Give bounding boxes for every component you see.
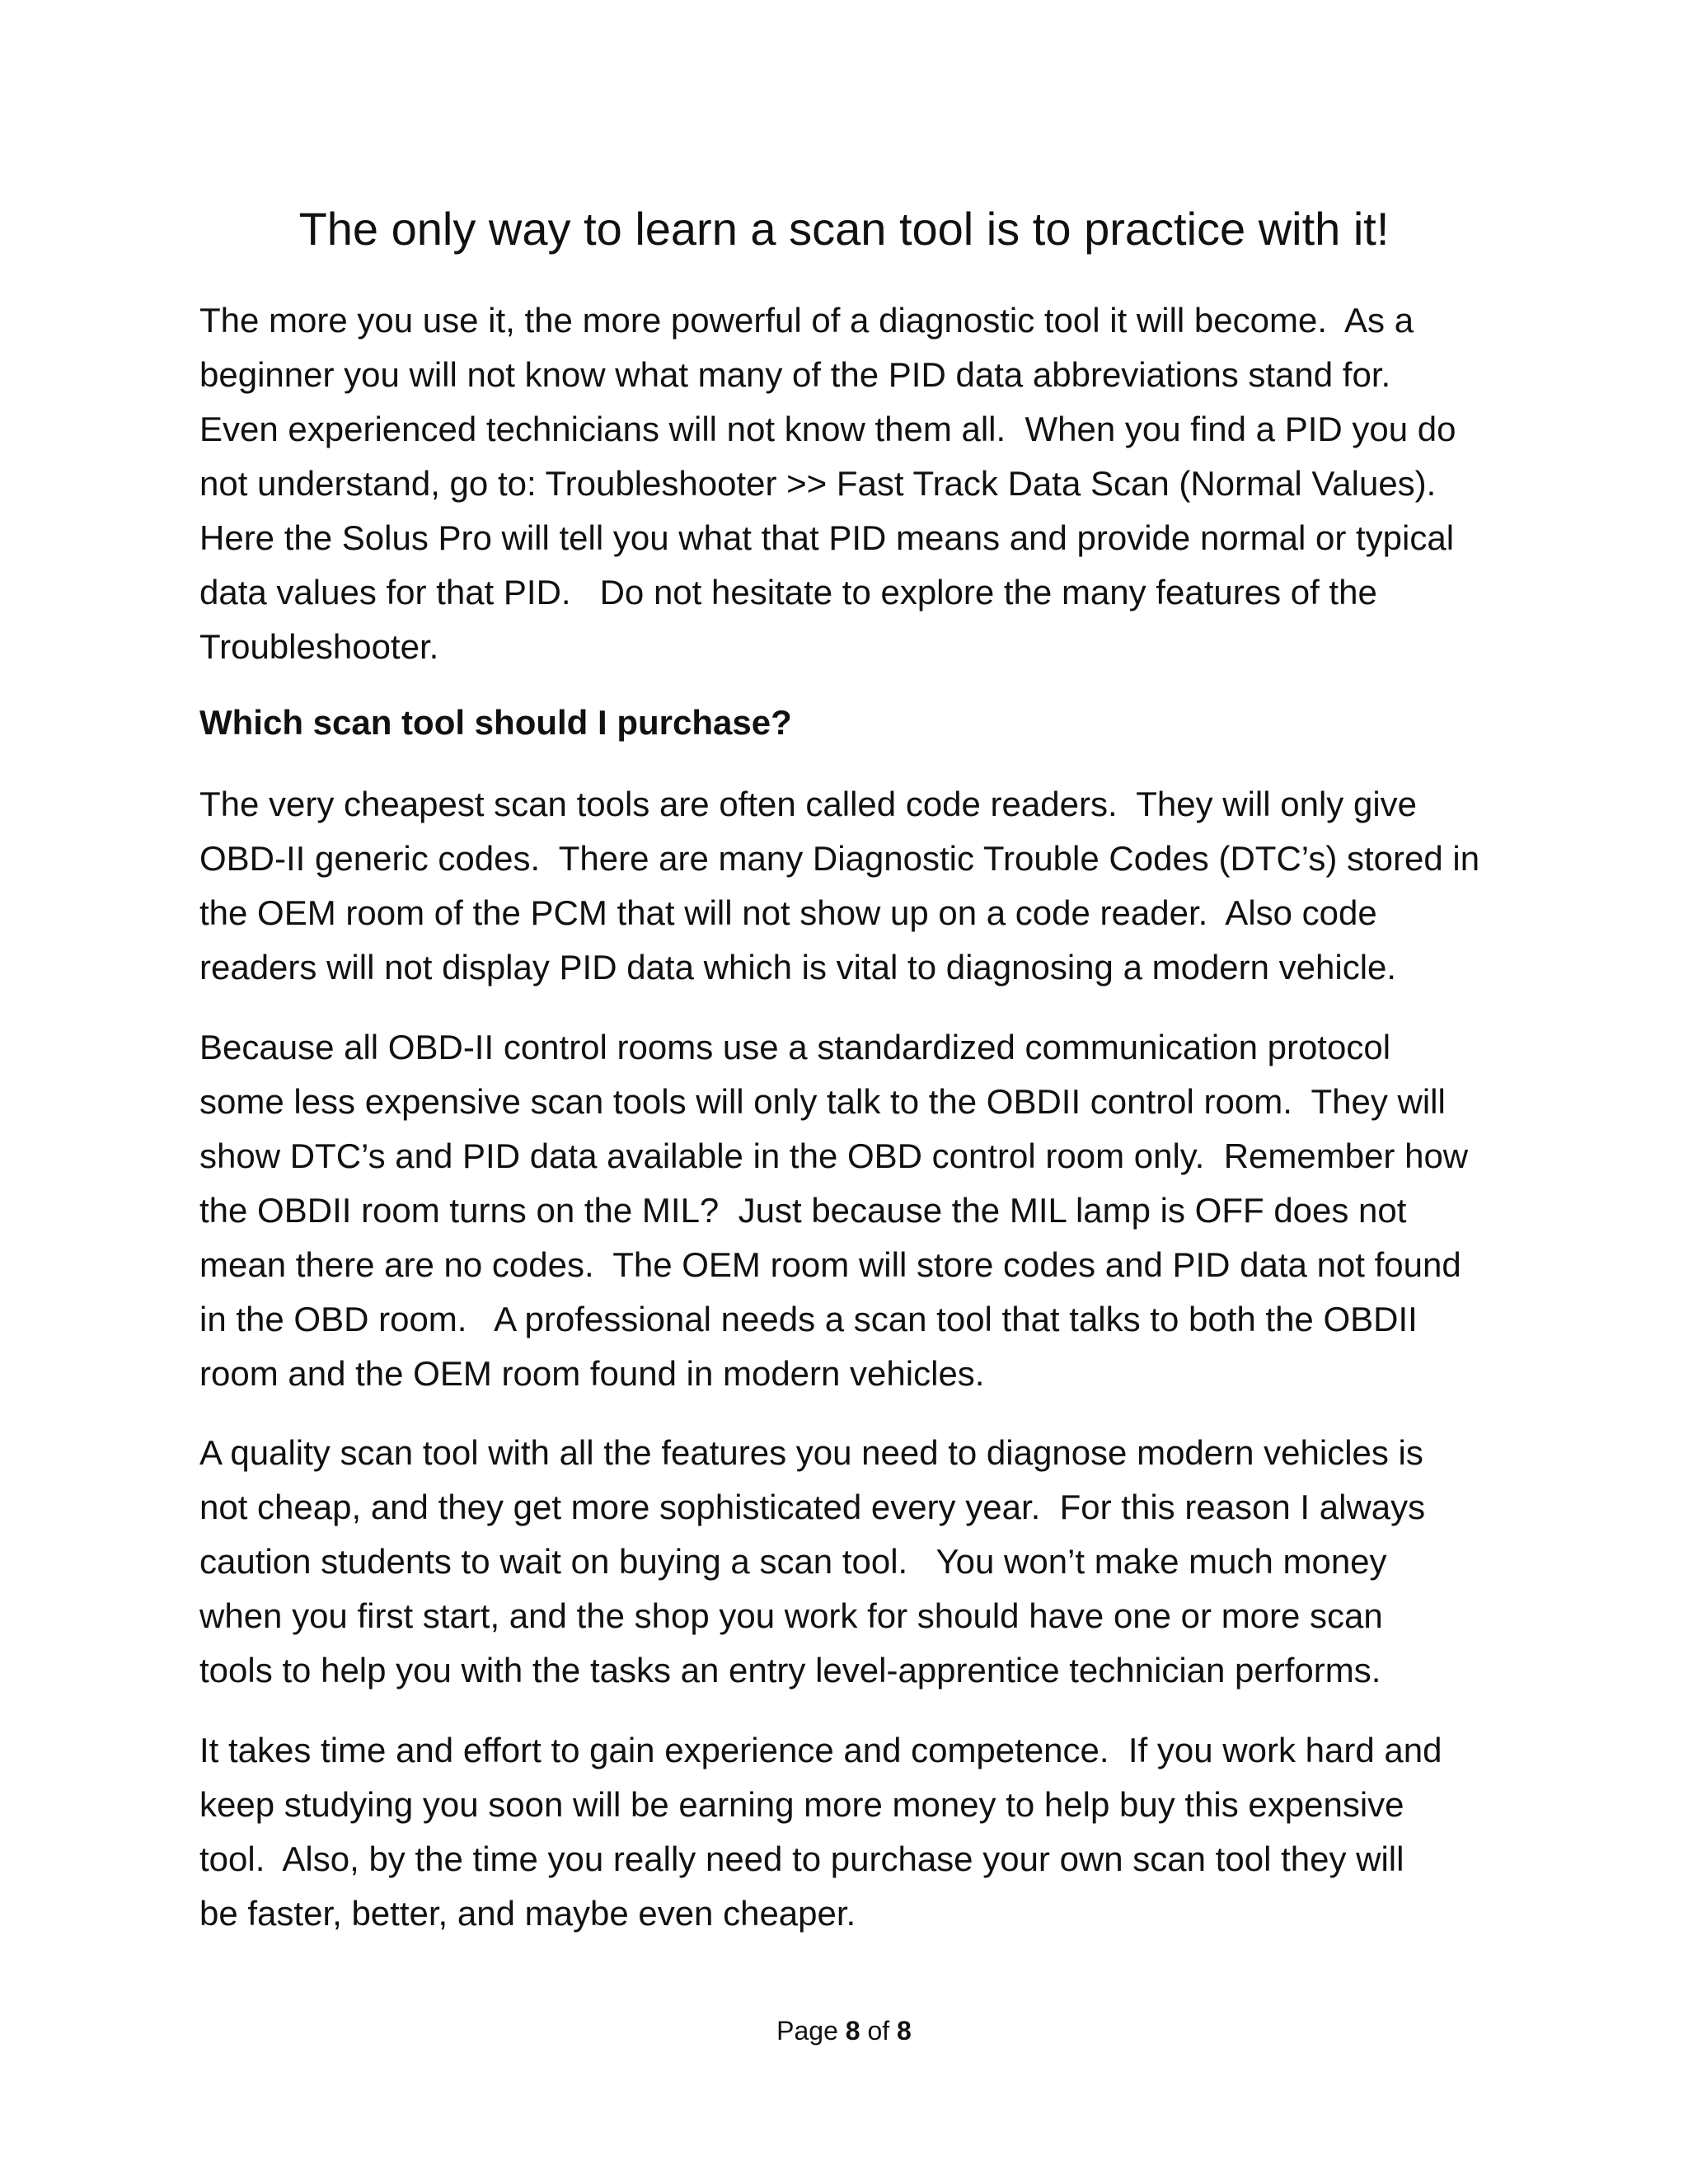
text-line: The more you use it, the more powerful of a diagnostic tool it will become. As a <box>199 301 1414 340</box>
text-line: beginner you will not know what many of the PID data abbreviations stand for. <box>199 355 1391 394</box>
text-line: data values for that PID. Do not hesitate to explore the many features of the <box>199 573 1377 612</box>
text-line: Even experienced technicians will not know them all. When you find a PID you do <box>199 410 1456 448</box>
text-line: A quality scan tool with all the features you need to diagnose modern vehicles is <box>199 1433 1423 1472</box>
text-line: tools to help you with the tasks an entry level-apprentice technician performs. <box>199 1651 1381 1690</box>
section-heading-block <box>199 696 1502 750</box>
text-line: some less expensive scan tools will only talk to the OBDII control room. They will <box>199 1082 1446 1121</box>
text-line: not cheap, and they get more sophisticated every year. For this reason I always <box>199 1488 1426 1526</box>
paragraph-experience <box>199 1723 1502 1941</box>
text-line: the OEM room of the PCM that will not show up on a code reader. Also code <box>199 893 1377 932</box>
text-line: OBD-II generic codes. There are many Diagnostic Trouble Codes (DTC’s) stored in <box>199 839 1480 878</box>
paragraph-quality-scan-tool <box>199 1426 1502 1698</box>
text-line: The very cheapest scan tools are often called code readers. They will only give <box>199 785 1418 823</box>
intro-paragraph <box>199 293 1502 674</box>
text-line: when you first start, and the shop you work for should have one or more scan <box>199 1596 1383 1635</box>
text-line: Troubleshooter. <box>199 627 439 666</box>
text-line: Because all OBD-II control rooms use a standardized communication protocol <box>199 1028 1391 1066</box>
page-number-footer <box>0 2011 1688 2050</box>
page-title: The only way to learn a scan tool is to practice with it! <box>298 203 1390 255</box>
text-line: in the OBD room. A professional needs a scan tool that talks to both the OBDII <box>199 1300 1418 1338</box>
text-line: room and the OEM room found in modern vehicles. <box>199 1354 985 1393</box>
page-prefix: Page <box>776 2016 838 2046</box>
text-line: It takes time and effort to gain experience and competence. If you work hard and <box>199 1731 1442 1769</box>
text-line: show DTC’s and PID data available in the OBD control room only. Remember how <box>199 1137 1469 1175</box>
text-line: Here the Solus Pro will tell you what that PID means and provide normal or typical <box>199 518 1455 557</box>
text-line: tool. Also, by the time you really need to purchase your own scan tool they will <box>199 1840 1404 1878</box>
text-line: readers will not display PID data which is vital to diagnosing a modern vehicle. <box>199 948 1397 987</box>
text-line: mean there are no codes. The OEM room will store codes and PID data not found <box>199 1245 1461 1284</box>
text-line: be faster, better, and maybe even cheaper. <box>199 1894 856 1933</box>
text-line: caution students to wait on buying a scan tool. You won’t make much money <box>199 1542 1387 1581</box>
total-page-number: 8 <box>897 2016 912 2046</box>
text-line: keep studying you soon will be earning more money to help buy this expensive <box>199 1785 1404 1824</box>
paragraph-code-readers <box>199 777 1502 995</box>
page-of-label: of <box>867 2016 890 2046</box>
paragraph-control-rooms <box>199 1020 1502 1401</box>
text-line: not understand, go to: Troubleshooter >> Fast Track Data Scan (Normal Values). <box>199 464 1437 503</box>
current-page-number: 8 <box>845 2016 860 2046</box>
text-line: the OBDII room turns on the MIL? Just because the MIL lamp is OFF does not <box>199 1191 1407 1230</box>
section-heading: Which scan tool should I purchase? <box>199 703 792 742</box>
